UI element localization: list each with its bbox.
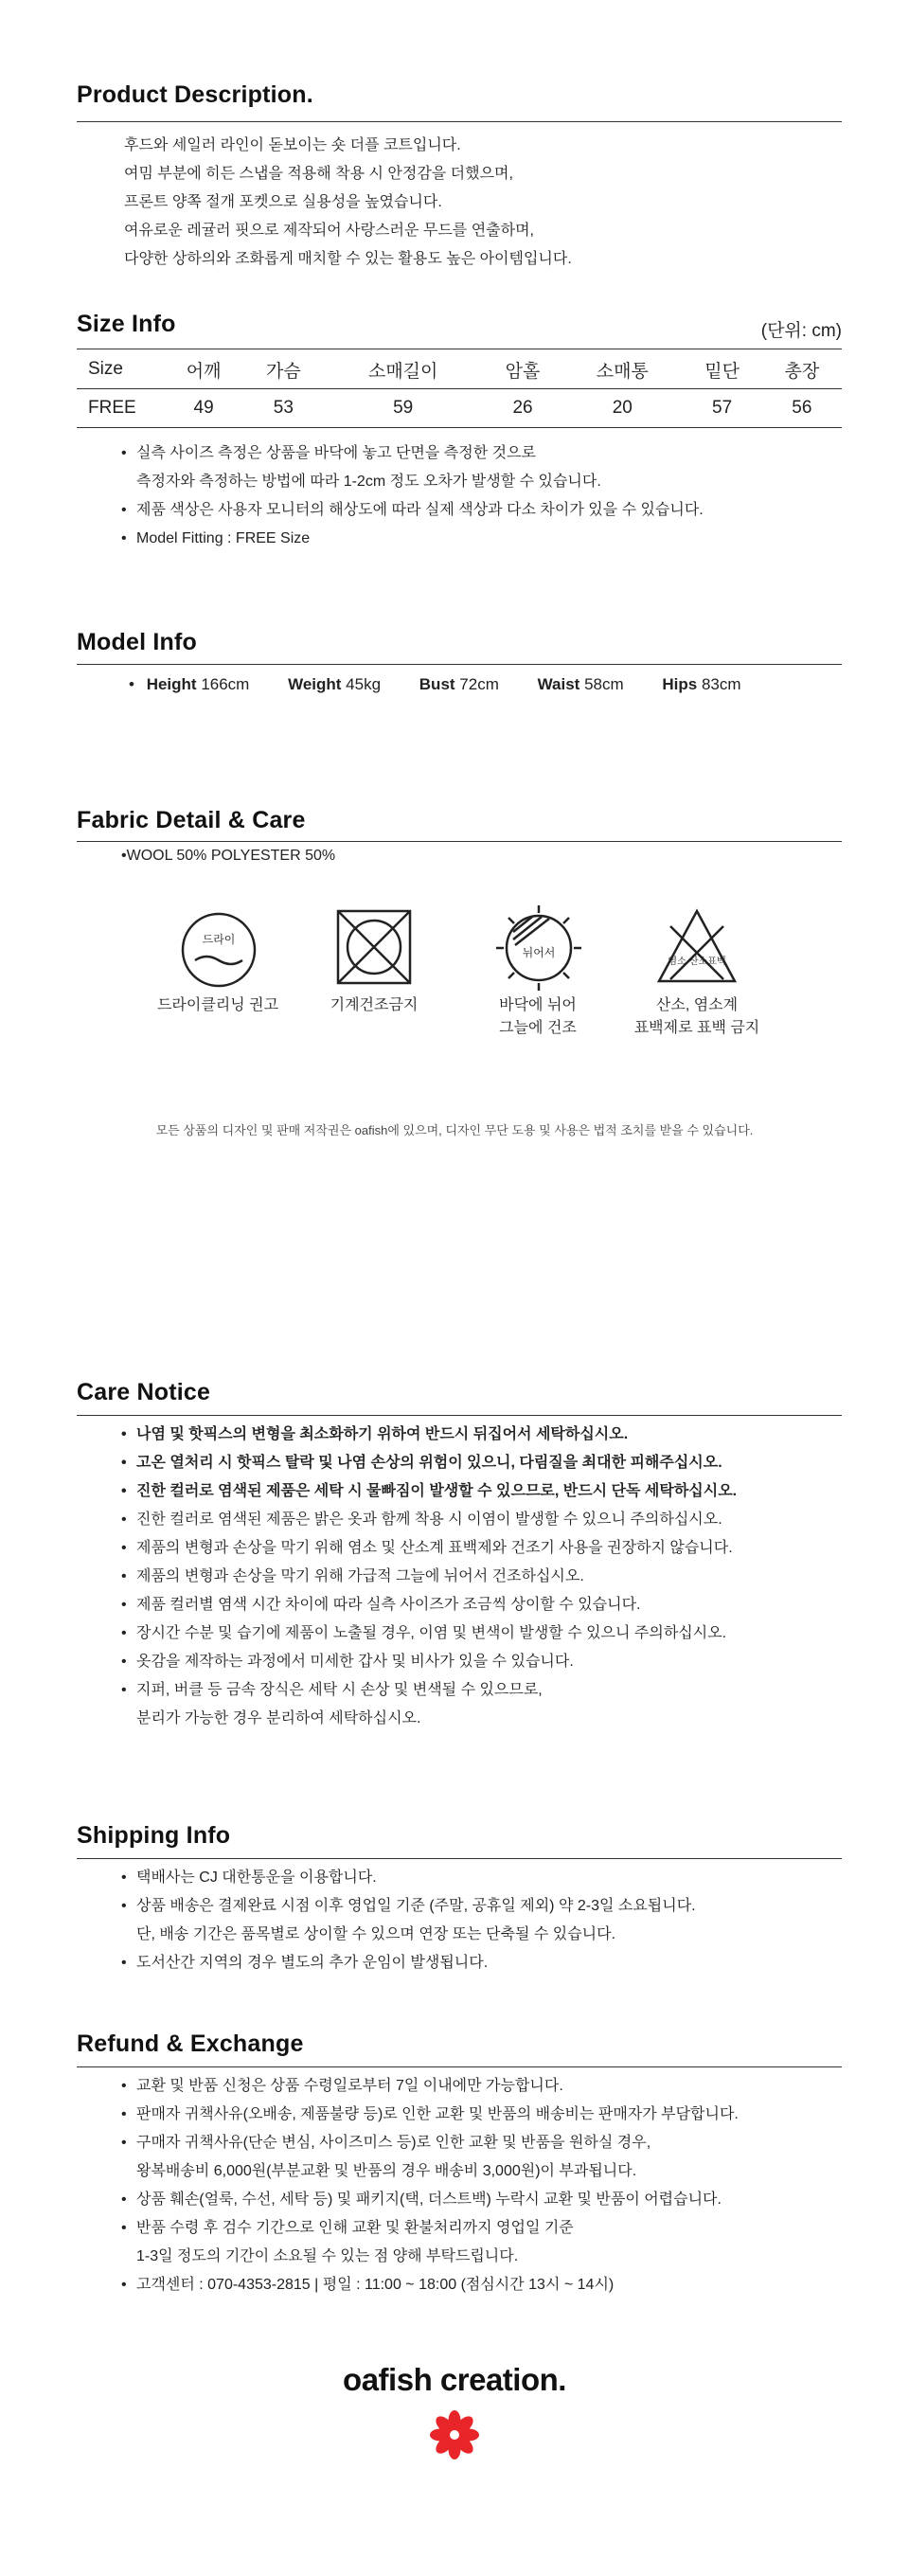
- model-measurements: • Height 166cm Weight 45kg Bust 72cm Waist 58cm Hips 83cm: [129, 675, 741, 693]
- list-item: • 제품의 변형과 손상을 막기 위해 염소 및 산소계 표백제와 건조기 사용을 권장하지 않습니다.: [121, 1540, 733, 1556]
- fabric-composition: •WOOL 50% POLYESTER 50%: [121, 848, 336, 864]
- list-item: • 고온 열처리 시 핫픽스 탈락 및 나염 손상의 위험이 있으니, 다림질을 최대한 피해주십시오.: [121, 1455, 722, 1471]
- size-cell: 53: [273, 398, 294, 418]
- shipping-title: Shipping Info: [77, 1822, 231, 1849]
- list-item: • 상품 훼손(얼룩, 수선, 세탁 등) 및 패키지(택, 더스트백) 누락시 교환 및 반품이 어렵습니다.: [121, 2191, 722, 2208]
- size-header-cell: 소매길이: [367, 361, 438, 382]
- list-item: • 제품 색상은 사용자 모니터의 해상도에 따라 실제 색상과 다소 차이가 있을 수 있습니다.: [121, 502, 704, 518]
- size-cell: 20: [612, 398, 633, 418]
- dry-clean-icon: [178, 909, 259, 995]
- size-header-cell: 총장: [784, 361, 820, 382]
- size-notes: [121, 439, 704, 553]
- size-cell: 56: [792, 398, 812, 418]
- fabric-title: Fabric Detail & Care: [77, 807, 306, 833]
- size-cell: 49: [193, 398, 214, 418]
- section-divider: [77, 841, 842, 842]
- refund-list: [121, 2072, 739, 2299]
- no-bleach-icon-label: 염소 산소표백: [668, 957, 726, 967]
- description-line: 후드와 세일러 라인이 돋보이는 숏 더플 코트입니다.: [124, 137, 461, 153]
- product-description-body: [124, 132, 572, 274]
- list-item: • 고객센터 : 070-4353-2815 | 평일 : 11:00 ~ 18:00 (점심시간 13시 ~ 14시): [121, 2277, 615, 2293]
- list-item: • 반품 수령 후 검수 기간으로 인해 교환 및 환불처리까지 영업일 기준: [121, 2220, 574, 2236]
- section-divider: [77, 121, 842, 122]
- description-line: 여유로운 레귤러 핏으로 제작되어 사랑스러운 무드를 연출하며,: [124, 223, 534, 239]
- list-item: 측정자와 측정하는 방법에 따라 1-2cm 정도 오차가 발생할 수 있습니다.: [136, 474, 601, 490]
- list-item: • 장시간 수분 및 습기에 제품이 노출될 경우, 이염 및 변색이 발생할 수 있으니 주의하십시오.: [121, 1625, 727, 1641]
- description-line: 여밈 부분에 히든 스냅을 적용해 착용 시 안정감을 더했으며,: [124, 166, 513, 182]
- copyright-notice: 모든 상품의 디자인 및 판매 저작권은 oafish에 있으며, 디자인 무단 도용 및 사용은 법적 조치를 받을 수 있습니다.: [155, 1123, 754, 1137]
- care-notice-list: [121, 1421, 737, 1733]
- list-item: • 옷감을 제작하는 과정에서 미세한 갑사 및 비사가 있을 수 있습니다.: [121, 1654, 574, 1670]
- description-line: 프론트 양쪽 절개 포켓으로 실용성을 높였습니다.: [124, 194, 442, 210]
- list-item: • Model Fitting : FREE Size: [121, 530, 311, 546]
- list-item: • 진한 컬러로 염색된 제품은 밝은 옷과 함께 착용 시 이염이 발생할 수 있으니 주의하십시오.: [121, 1512, 722, 1528]
- size-unit: (단위: cm): [760, 321, 842, 341]
- list-item: • 진한 컬러로 염색된 제품은 세탁 시 물빠짐이 발생할 수 있으므로, 반드시 단독 세탁하십시오.: [121, 1483, 738, 1499]
- section-divider: [77, 1858, 842, 1859]
- brand-name: oafish creation.: [343, 2362, 566, 2397]
- care-caption: 드라이클리닝 권고: [156, 997, 279, 1013]
- size-header-cell: Size: [88, 359, 123, 379]
- size-cell: 59: [393, 398, 414, 418]
- list-item: • 지퍼, 버클 등 금속 장식은 세탁 시 손상 및 변색될 수 있으므로,: [121, 1682, 543, 1698]
- flower-logo-icon: [429, 2409, 480, 2465]
- product-description-title: Product Description.: [77, 81, 313, 108]
- size-header-cell: 암홀: [505, 361, 541, 382]
- list-item: 1-3일 정도의 기간이 소요될 수 있는 점 양해 부탁드립니다.: [136, 2248, 519, 2264]
- description-line: 다양한 상하의와 조화롭게 매치할 수 있는 활용도 높은 아이템입니다.: [124, 251, 572, 267]
- section-divider: [77, 2066, 842, 2067]
- section-divider: [77, 1415, 842, 1416]
- care-caption: 바닥에 뉘어 그늘에 건조: [499, 997, 577, 1036]
- size-table-header-row: [77, 350, 842, 389]
- size-info-title: Size Info: [77, 311, 176, 337]
- list-item: • 판매자 귀책사유(오배송, 제품불량 등)로 인한 교환 및 반품의 배송비는 판매자가 부담합니다.: [121, 2106, 739, 2122]
- shipping-list: [121, 1864, 696, 1977]
- size-cell: FREE: [88, 398, 136, 418]
- list-item: • 택배사는 CJ 대한통운을 이용합니다.: [121, 1869, 377, 1886]
- model-info-title: Model Info: [77, 629, 197, 655]
- care-caption: 산소, 염소계 표백제로 표백 금지: [633, 997, 760, 1036]
- list-item: • 구매자 귀책사유(단순 변심, 사이즈미스 등)로 인한 교환 및 반품을 원하실 경우,: [121, 2135, 651, 2151]
- size-header-cell: 가슴: [265, 361, 301, 382]
- care-caption: 기계건조금지: [330, 997, 419, 1013]
- list-item: • 실측 사이즈 측정은 상품을 바닥에 놓고 단면을 측정한 것으로: [121, 445, 536, 461]
- size-header-cell: 소매통: [596, 361, 649, 382]
- size-header-cell: 어깨: [186, 361, 222, 382]
- size-cell: 26: [512, 398, 533, 418]
- size-table: [77, 350, 842, 428]
- list-item: 왕복배송비 6,000원(부분교환 및 반품의 경우 배송비 3,000원)이 부과됩니다.: [136, 2163, 637, 2179]
- flat-dry-shade-icon: [494, 903, 583, 997]
- list-item: • 제품의 변형과 손상을 막기 위해 가급적 그늘에 뉘어서 건조하십시오.: [121, 1568, 584, 1584]
- section-divider: [77, 664, 842, 665]
- list-item: • 나염 및 핫픽스의 변형을 최소화하기 위하여 반드시 뒤집어서 세탁하십시오.: [121, 1426, 629, 1442]
- size-table-row: [77, 389, 842, 428]
- size-cell: 57: [712, 398, 733, 418]
- list-item: • 제품 컬러별 염색 시간 차이에 따라 실측 사이즈가 조금씩 상이할 수 있습니다.: [121, 1597, 641, 1613]
- no-machine-dry-icon: [332, 905, 416, 993]
- list-item: • 교환 및 반품 신청은 상품 수령일로부터 7일 이내에만 가능합니다.: [121, 2078, 563, 2094]
- flat-dry-icon-label: 뉘어서: [522, 946, 556, 959]
- size-header-cell: 밑단: [704, 361, 740, 382]
- list-item: • 상품 배송은 결제완료 시점 이후 영업일 기준 (주말, 공휴일 제외) 약 2-3일 소요됩니다.: [121, 1898, 696, 1914]
- refund-title: Refund & Exchange: [77, 2030, 304, 2057]
- list-item: 분리가 가능한 경우 분리하여 세탁하십시오.: [136, 1710, 421, 1726]
- dry-clean-icon-label: 드라이: [202, 933, 236, 946]
- care-notice-title: Care Notice: [77, 1379, 211, 1405]
- no-bleach-icon: [653, 905, 740, 992]
- list-item: 단, 배송 기간은 품목별로 상이할 수 있으며 연장 또는 단축될 수 있습니다.: [136, 1926, 616, 1942]
- list-item: • 도서산간 지역의 경우 별도의 추가 운임이 발생됩니다.: [121, 1955, 489, 1971]
